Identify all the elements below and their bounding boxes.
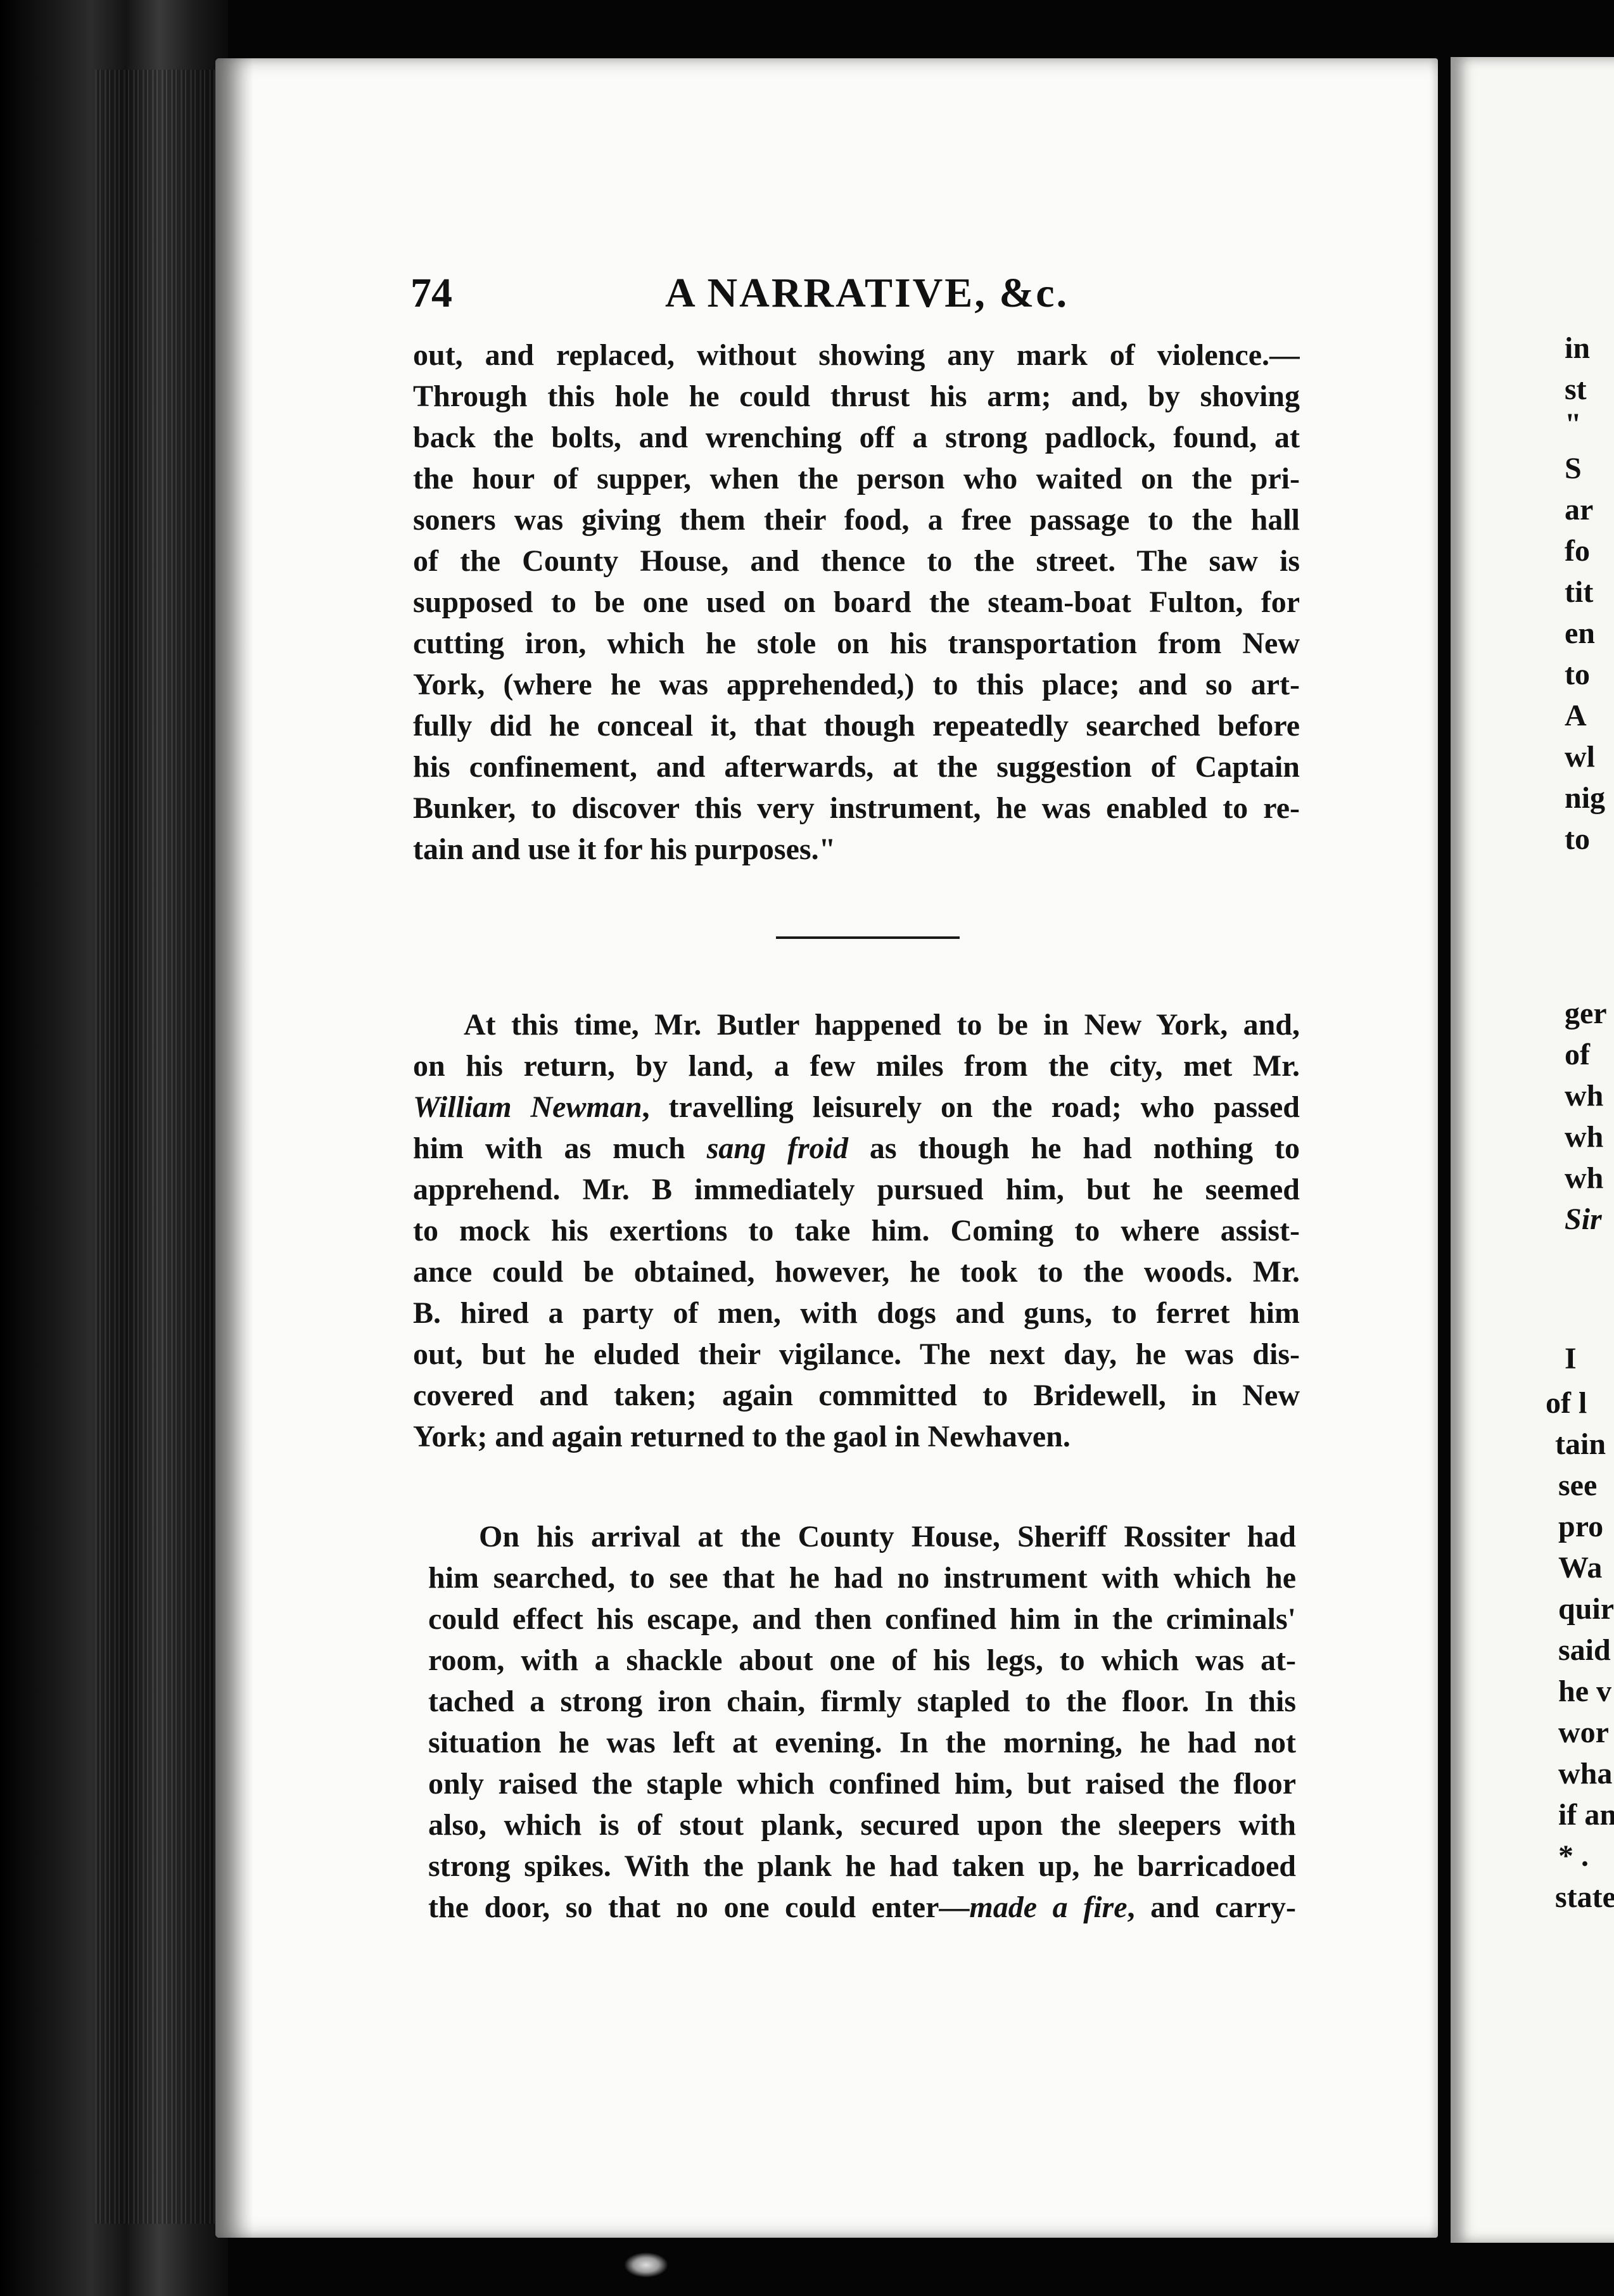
text-line: the door, so that no one could enter—made a fire, and carry- [428,1891,1296,1924]
text-line: could effect his escape, and then confined him in the criminals' [428,1602,1296,1636]
text-line: William Newman, travelling leisurely on the road; who passed [413,1090,1300,1124]
text-line: fully did he conceal it, that though repeatedly searched before [413,709,1300,743]
text-line: On his arrival at the County House, Sheriff Rossiter had [479,1520,1296,1553]
text-line: to mock his exertions to take him. Coming to where assist- [413,1214,1300,1247]
text-line: only raised the staple which confined him, but raised the floor [428,1767,1296,1801]
section-divider [776,936,960,939]
text-line: out, and replaced, without showing any mark of violence.— [413,338,1300,372]
text-line: on his return, by land, a few miles from the city, met Mr. [413,1049,1300,1083]
paragraph-1 [413,335,1300,870]
text-line: soners was giving them their food, a free passage to the hall [413,503,1300,537]
text-line: his confinement, and afterwards, at the suggestion of Captain [413,750,1300,784]
text-line: Bunker, to discover this very instrument, he was enabled to re- [413,791,1300,825]
scan-artifact [624,2252,668,2278]
text-line: him searched, to see that he had no instrument with which he [428,1561,1296,1595]
text-line: covered and taken; again committed to Bridewell, in New [413,1379,1300,1412]
text-line: room, with a shackle about one of his legs, to which was at- [428,1643,1296,1677]
text-line: him with as much sang froid as though he had nothing to [413,1132,1300,1165]
italic-phrase: sang froid [706,1132,848,1165]
book-spine [0,0,228,2296]
text-line: York; and again returned to the gaol in Newhaven. [413,1420,1071,1453]
text-line: tain and use it for his purposes." [413,832,836,866]
text-line: of the County House, and thence to the street. The saw is [413,544,1300,578]
text-line: York, (where he was apprehended,) to this place; and so art- [413,668,1300,701]
paragraph-3 [428,1516,1296,1928]
gutter-shadow [215,58,253,2238]
text-line: tached a strong iron chain, firmly stapled to the floor. In this [428,1685,1296,1718]
paragraph-2 [413,1004,1300,1457]
text-line: At this time, Mr. Butler happened to be in New York, and, [464,1008,1300,1042]
spine-texture [95,70,222,2224]
text-line: B. hired a party of men, with dogs and guns, to ferret him [413,1296,1300,1330]
running-head: A NARRATIVE, &c. [665,270,1069,316]
text-line: strong spikes. With the plank he had taken up, he barricadoed [428,1849,1296,1883]
text-line: out, but he eluded their vigilance. The next day, he was dis- [413,1337,1300,1371]
page-number: 74 [410,270,452,316]
italic-name: William Newman [413,1090,642,1124]
text-line: ance could be obtained, however, he took to the woods. Mr. [413,1255,1300,1289]
text-line: cutting iron, which he stole on his transportation from New [413,627,1300,660]
text-line: supposed to be one used on board the steam-boat Fulton, for [413,585,1300,619]
text-line: the hour of supper, when the person who waited on the pri- [413,462,1300,495]
text-line: Through this hole he could thrust his arm; and, by shoving [413,379,1300,413]
text-line: also, which is of stout plank, secured upon the sleepers with [428,1808,1296,1842]
text-line: situation he was left at evening. In the morning, he had not [428,1726,1296,1759]
text-line: back the bolts, and wrenching off a strong padlock, found, at [413,421,1300,454]
text-line: apprehend. Mr. B immediately pursued him, but he seemed [413,1173,1300,1206]
italic-phrase: made a fire [969,1891,1128,1924]
